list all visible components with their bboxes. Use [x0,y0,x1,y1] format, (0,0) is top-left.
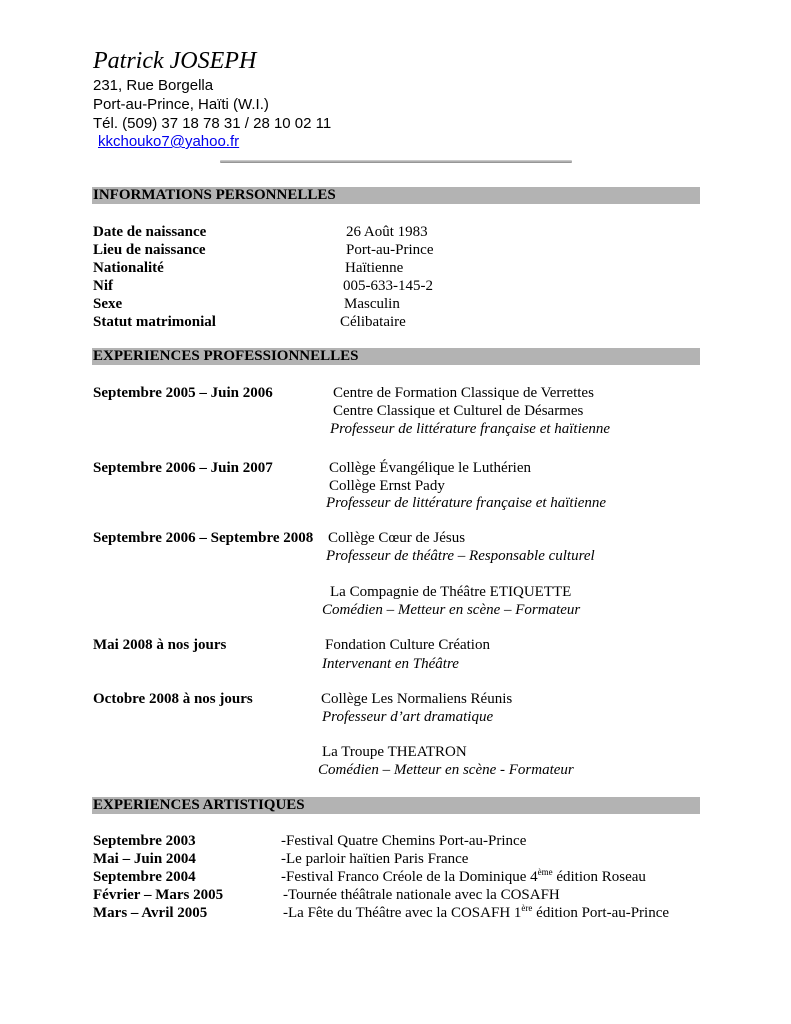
pro-organization: La Troupe THEATRON [322,744,467,760]
header-divider [220,160,572,163]
ordinal-superscript: ème [537,867,553,877]
artistic-date: Février – Mars 2005 [93,887,224,903]
pro-organization: Collège Les Normaliens Réunis [321,691,513,707]
section-title-personal: INFORMATIONS PERSONNELLES [93,187,336,203]
personal-value-nationality: Haïtienne [345,260,404,276]
personal-label-birthdate: Date de naissance [93,224,207,240]
pro-role: Professeur d’art dramatique [322,709,494,725]
personal-value-marital: Célibataire [340,314,406,330]
email-link[interactable]: kkchouko7@yahoo.fr [98,133,240,150]
artistic-event: -La Fête du Théâtre avec la COSAFH 1ère édition Port-au-Prince [283,903,670,921]
pro-role: Comédien – Metteur en scène – Formateur [322,602,581,618]
section-header-artistic [92,797,700,814]
pro-role: Professeur de théâtre – Responsable culturel [326,548,595,564]
personal-label-nationality: Nationalité [93,260,164,276]
ordinal-superscript: ère [521,903,533,913]
personal-label-marital: Statut matrimonial [93,314,216,330]
pro-period: Octobre 2008 à nos jours [93,691,253,707]
candidate-name: Patrick JOSEPH [93,48,257,74]
pro-period: Septembre 2005 – Juin 2006 [93,385,273,401]
pro-organization: Collège Cœur de Jésus [328,530,466,546]
section-header-personal [92,187,700,204]
address-line-2: Port-au-Prince, Haïti (W.I.) [93,96,269,113]
personal-value-birthdate: 26 Août 1983 [346,224,428,240]
pro-organization: La Compagnie de Théâtre ETIQUETTE [330,584,572,600]
pro-role: Comédien – Metteur en scène - Formateur [318,762,574,778]
artistic-date: Mars – Avril 2005 [93,905,208,921]
artistic-event: -Le parloir haïtien Paris France [281,851,469,867]
personal-value-sex: Masculin [344,296,400,312]
artistic-date: Septembre 2003 [93,833,196,849]
pro-role: Professeur de littérature française et haïtienne [326,495,607,511]
artistic-date: Mai – Juin 2004 [93,851,196,867]
personal-value-birthplace: Port-au-Prince [346,242,434,258]
address-line-1: 231, Rue Borgella [93,77,214,94]
section-title-artistic: EXPERIENCES ARTISTIQUES [93,797,305,813]
pro-organization: Collège Évangélique le Luthérien [329,460,532,476]
artistic-event: -Tournée théâtrale nationale avec la COSAFH [283,887,560,903]
personal-label-sex: Sexe [93,296,123,312]
phone-numbers: Tél. (509) 37 18 78 31 / 28 10 02 11 [93,115,332,132]
pro-organization: Collège Ernst Pady [329,478,445,494]
pro-role: Intervenant en Théâtre [322,656,459,672]
artistic-event: -Festival Quatre Chemins Port-au-Prince [281,833,527,849]
pro-role: Professeur de littérature française et haïtienne [330,421,611,437]
pro-period: Mai 2008 à nos jours [93,637,227,653]
artistic-date: Septembre 2004 [93,869,196,885]
pro-period: Septembre 2006 – Septembre 2008 [93,530,314,546]
personal-label-nif: Nif [93,278,113,294]
pro-organization: Centre de Formation Classique de Verrettes [333,385,594,401]
pro-organization: Centre Classique et Culturel de Désarmes [333,403,584,419]
section-header-professional [92,348,700,365]
pro-organization: Fondation Culture Création [325,637,490,653]
pro-period: Septembre 2006 – Juin 2007 [93,460,273,476]
personal-label-birthplace: Lieu de naissance [93,242,206,258]
section-title-professional: EXPERIENCES PROFESSIONNELLES [93,348,359,364]
artistic-event: -Festival Franco Créole de la Dominique 4ème édition Roseau [281,867,646,885]
personal-value-nif: 005-633-145-2 [343,278,433,294]
